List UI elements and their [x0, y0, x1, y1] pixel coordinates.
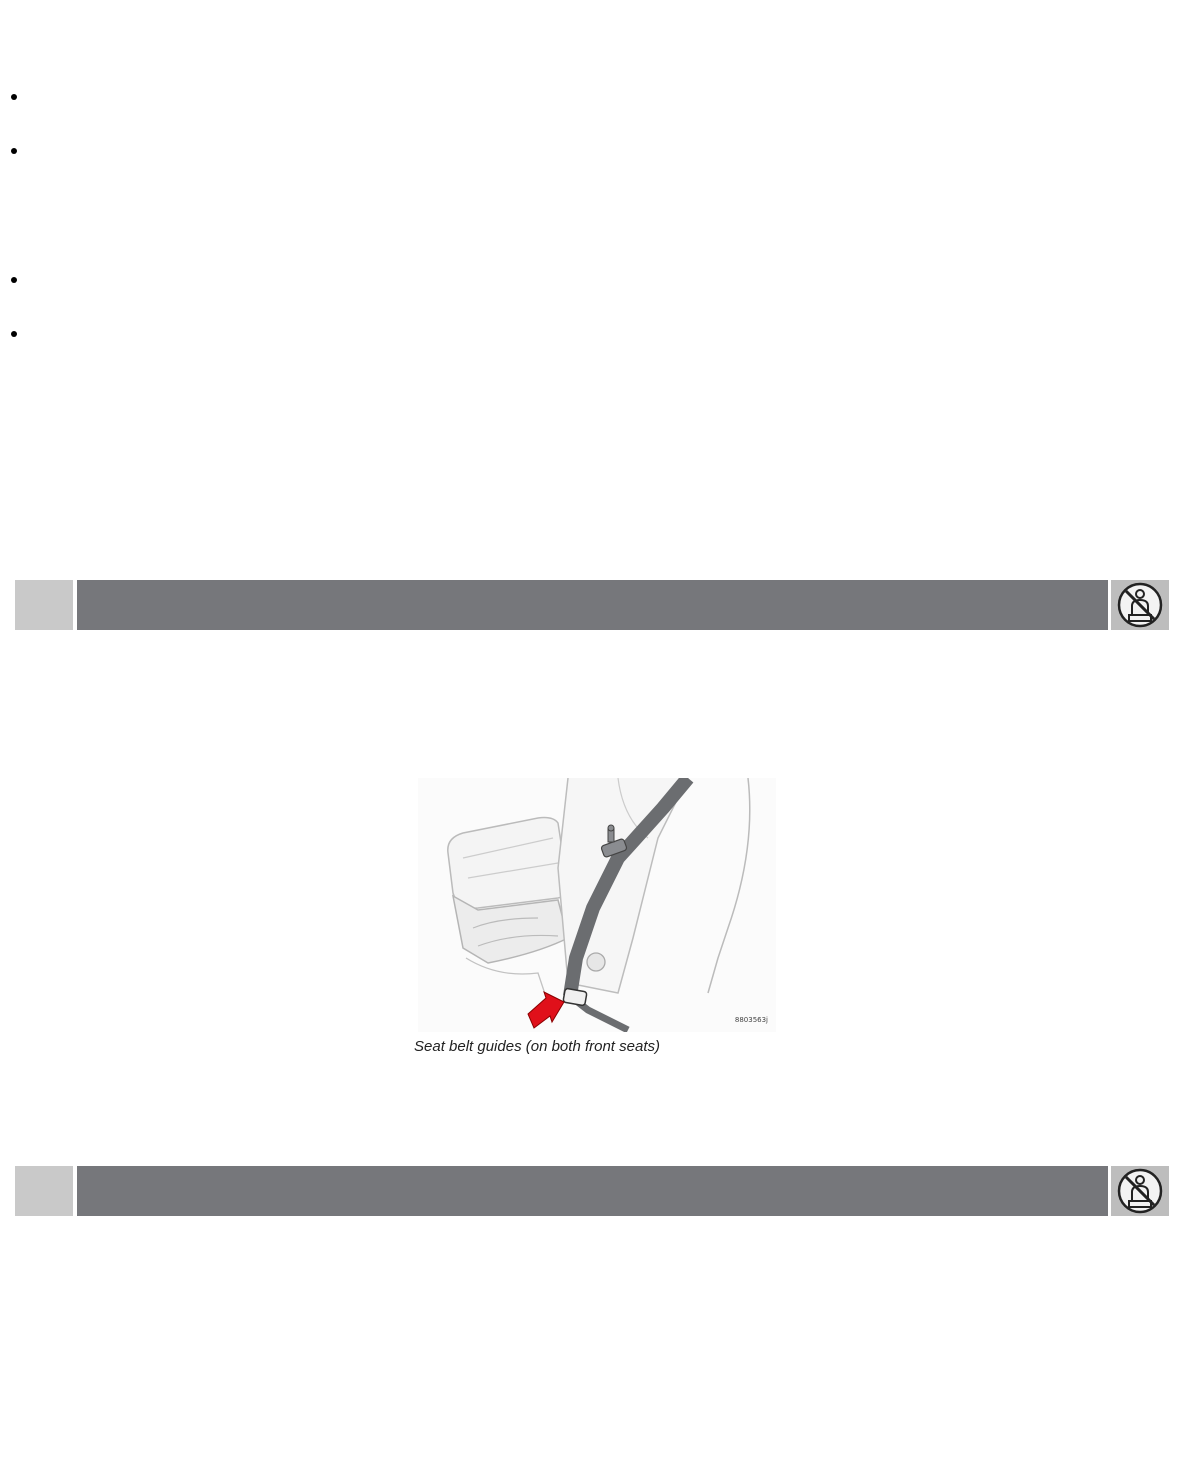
- section-title-cell: [77, 580, 1108, 630]
- section-icon-cell: [1111, 1166, 1169, 1216]
- figure-code: 8803563j: [734, 1016, 768, 1024]
- list-bullet: [11, 94, 17, 100]
- section-title-cell: [77, 1166, 1108, 1216]
- seat-belt-guide-illustration: [418, 778, 776, 1032]
- section-icon-cell: [1111, 580, 1169, 630]
- list-bullet: [11, 148, 17, 154]
- seatbelt-occupant-icon: [1117, 1168, 1163, 1214]
- section-number-cell: [15, 580, 73, 630]
- seat-drawing: [418, 778, 776, 1032]
- list-bullet: [11, 277, 17, 283]
- figure-caption: Seat belt guides (on both front seats): [414, 1038, 660, 1055]
- seatbelt-occupant-icon: [1117, 582, 1163, 628]
- section-header-bar: [15, 1166, 1169, 1216]
- section-header-bar: [15, 580, 1169, 630]
- list-bullet: [11, 331, 17, 337]
- section-number-cell: [15, 1166, 73, 1216]
